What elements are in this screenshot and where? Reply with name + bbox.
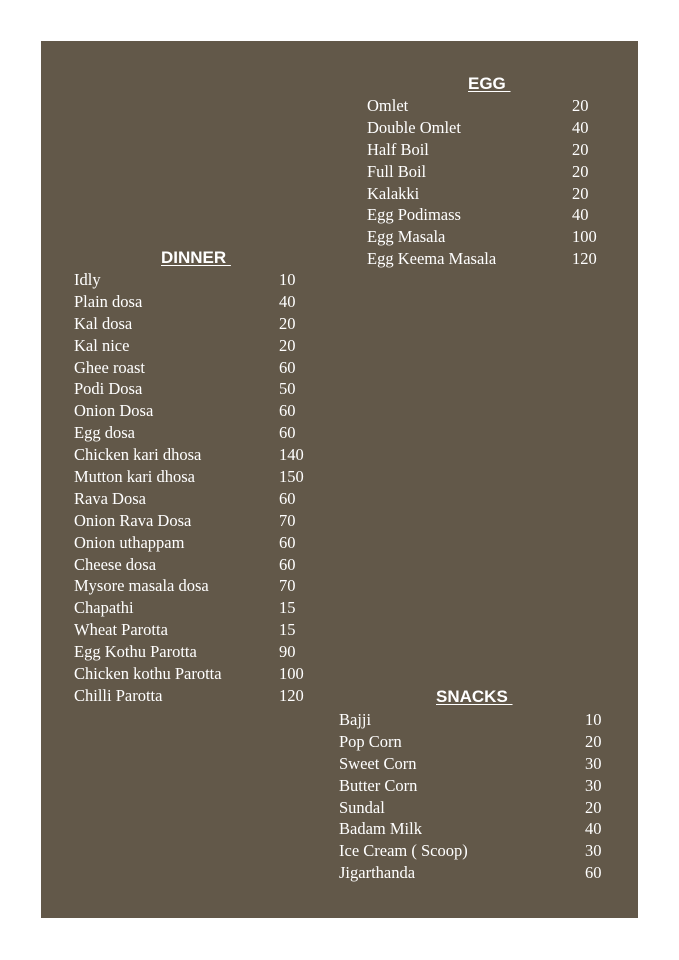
menu-item-price: 10	[585, 710, 602, 729]
menu-item-row	[74, 269, 324, 291]
menu-item-row	[339, 840, 609, 862]
menu-item-price: 20	[572, 183, 589, 203]
menu-item-name: Badam Milk	[339, 819, 422, 839]
menu-item-price: 20	[572, 161, 589, 181]
dinner-item-list	[74, 269, 324, 707]
menu-item-row	[367, 248, 607, 270]
menu-item-row	[74, 554, 324, 576]
menu-item-price: 15	[279, 620, 296, 640]
menu-item-name: Pop Corn	[339, 731, 402, 751]
menu-item-price: 140	[279, 445, 304, 465]
menu-item-name: Egg Keema Masala	[367, 249, 497, 269]
menu-item-name: Half Boil	[367, 139, 429, 159]
menu-item-row	[367, 139, 607, 161]
menu-item-name: Egg Kothu Parotta	[74, 642, 197, 662]
menu-item-name: Ghee roast	[74, 357, 146, 377]
menu-item-row	[74, 619, 324, 641]
menu-item-price: 60	[585, 863, 602, 883]
menu-item-price: 10	[279, 270, 296, 289]
menu-item-price: 150	[279, 467, 304, 487]
menu-item-name: Sweet Corn	[339, 753, 417, 773]
menu-item-price: 120	[572, 249, 597, 269]
menu-item-name: Chicken kothu Parotta	[74, 664, 222, 684]
snacks-item-list	[339, 709, 609, 884]
menu-item-price: 40	[572, 117, 589, 137]
snacks-section-heading: SNACKS	[436, 687, 513, 706]
menu-item-name: Egg Podimass	[367, 205, 461, 225]
menu-item-price: 20	[585, 797, 602, 817]
menu-item-price: 60	[279, 554, 296, 574]
menu-item-row	[74, 378, 324, 400]
menu-item-name: Chilli Parotta	[74, 685, 163, 705]
dinner-section-heading: DINNER	[161, 248, 231, 267]
menu-item-row	[367, 226, 607, 248]
menu-item-price: 30	[585, 753, 602, 773]
menu-item-name: Cheese dosa	[74, 554, 157, 574]
menu-item-row	[74, 357, 324, 379]
menu-item-name: Plain dosa	[74, 291, 143, 311]
menu-item-price: 60	[279, 488, 296, 508]
menu-item-name: Mysore masala dosa	[74, 576, 209, 596]
menu-item-price: 30	[585, 841, 602, 861]
menu-item-name: Bajji	[339, 710, 372, 729]
menu-item-price: 120	[279, 685, 304, 705]
menu-item-row	[367, 161, 607, 183]
menu-item-price: 20	[585, 731, 602, 751]
menu-item-name: Kal dosa	[74, 313, 133, 333]
menu-item-name: Jigarthanda	[339, 863, 416, 883]
egg-section-heading: EGG	[468, 74, 511, 93]
menu-item-row	[74, 510, 324, 532]
menu-item-name: Onion uthappam	[74, 532, 185, 552]
menu-item-row	[367, 183, 607, 205]
menu-item-price: 40	[279, 291, 296, 311]
menu-item-price: 20	[572, 139, 589, 159]
menu-item-price: 20	[572, 96, 589, 115]
menu-item-row	[74, 422, 324, 444]
menu-item-row	[339, 731, 609, 753]
menu-item-row	[339, 753, 609, 775]
menu-item-price: 70	[279, 510, 296, 530]
menu-item-row	[367, 95, 607, 117]
menu-item-name: Onion Rava Dosa	[74, 510, 192, 530]
menu-item-name: Rava Dosa	[74, 488, 146, 508]
menu-item-row	[74, 575, 324, 597]
menu-item-name: Full Boil	[367, 161, 427, 181]
menu-item-price: 15	[279, 598, 296, 618]
menu-item-name: Butter Corn	[339, 775, 418, 795]
menu-item-price: 100	[279, 664, 304, 684]
menu-item-price: 20	[279, 313, 296, 333]
menu-item-name: Onion Dosa	[74, 401, 154, 421]
menu-board	[41, 41, 638, 918]
menu-item-row	[74, 313, 324, 335]
egg-item-list	[367, 95, 607, 270]
menu-item-name: Idly	[74, 270, 101, 289]
menu-item-row	[339, 862, 609, 884]
menu-item-row	[74, 335, 324, 357]
menu-item-row	[74, 466, 324, 488]
menu-item-row	[74, 532, 324, 554]
menu-item-name: Double Omlet	[367, 117, 461, 137]
menu-item-price: 30	[585, 775, 602, 795]
menu-item-price: 70	[279, 576, 296, 596]
menu-item-price: 100	[572, 227, 597, 247]
menu-item-price: 40	[572, 205, 589, 225]
menu-item-row	[74, 291, 324, 313]
menu-item-name: Wheat Parotta	[74, 620, 168, 640]
menu-item-price: 60	[279, 532, 296, 552]
menu-item-row	[367, 117, 607, 139]
menu-item-price: 40	[585, 819, 602, 839]
menu-item-name: Chicken kari dhosa	[74, 445, 202, 465]
menu-item-price: 60	[279, 401, 296, 421]
menu-item-row	[339, 818, 609, 840]
menu-item-price: 60	[279, 423, 296, 443]
menu-item-price: 90	[279, 642, 296, 662]
menu-item-name: Kalakki	[367, 183, 420, 203]
menu-item-row	[339, 775, 609, 797]
menu-item-name: Chapathi	[74, 598, 134, 618]
menu-item-row	[74, 641, 324, 663]
menu-item-row	[339, 797, 609, 819]
menu-item-row	[74, 444, 324, 466]
menu-item-row	[74, 400, 324, 422]
menu-item-row	[74, 685, 324, 707]
menu-item-name: Mutton kari dhosa	[74, 467, 195, 487]
menu-item-name: Kal nice	[74, 335, 130, 355]
menu-item-row	[367, 204, 607, 226]
menu-item-row	[74, 597, 324, 619]
menu-item-name: Egg Masala	[367, 227, 446, 247]
menu-item-price: 20	[279, 335, 296, 355]
menu-item-name: Podi Dosa	[74, 379, 143, 399]
menu-item-row	[339, 709, 609, 731]
menu-item-price: 50	[279, 379, 296, 399]
menu-item-row	[74, 663, 324, 685]
menu-item-row	[74, 488, 324, 510]
menu-item-name: Omlet	[367, 96, 409, 115]
menu-item-name: Egg dosa	[74, 423, 135, 443]
menu-item-price: 60	[279, 357, 296, 377]
menu-item-name: Ice Cream ( Scoop)	[339, 841, 468, 861]
menu-item-name: Sundal	[339, 797, 385, 817]
